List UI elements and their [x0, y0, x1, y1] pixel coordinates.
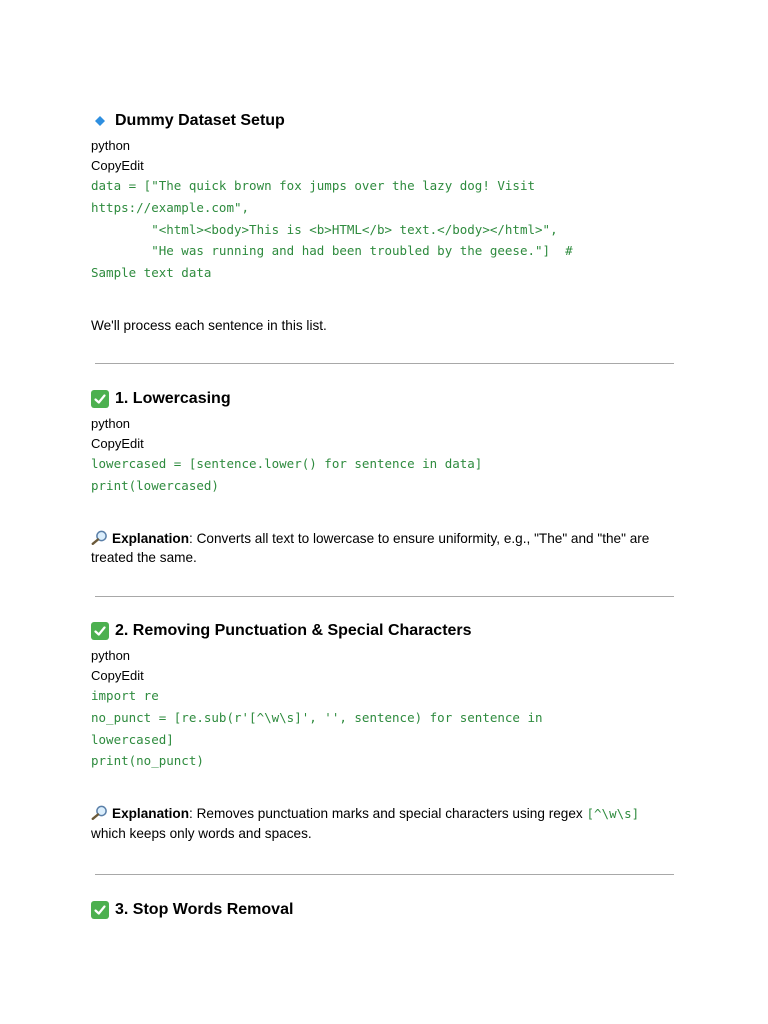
section-lowercasing — [91, 388, 677, 568]
code-line: print(no_punct) — [91, 753, 204, 769]
inline-code: [^\w\s] — [586, 806, 640, 822]
section-heading — [91, 388, 677, 410]
section-heading-text: 3. Stop Words Removal — [115, 901, 294, 918]
code-language-label: python — [91, 416, 131, 431]
section-divider — [95, 874, 674, 875]
section-heading — [91, 110, 677, 132]
copy-edit-button[interactable]: CopyEdit — [91, 667, 144, 683]
code-line: data = ["The quick brown fox jumps over the lazy dog! Visit — [91, 178, 536, 193]
diamond-icon — [91, 112, 109, 130]
section-heading — [91, 620, 677, 642]
code-language-label: python — [91, 648, 131, 663]
explanation-text: which keeps only words and spaces. — [91, 825, 312, 841]
code-line: import re — [91, 688, 159, 703]
explanation-paragraph — [91, 529, 677, 568]
note-paragraph: We'll process each sentence in this list. — [91, 317, 327, 333]
section-divider — [95, 596, 674, 597]
check-icon — [91, 390, 109, 408]
code-line: no_punct = [re.sub(r'[^\w\s]', '', sentence) for sentence in — [91, 709, 543, 725]
section-stop-words — [91, 899, 677, 921]
copy-edit-button[interactable]: CopyEdit — [91, 157, 144, 173]
code-block — [91, 175, 677, 284]
explanation-label: Explanation — [112, 530, 190, 546]
explanation-paragraph — [91, 804, 677, 843]
check-icon — [91, 901, 109, 919]
section-heading-text: Dummy Dataset Setup — [115, 112, 285, 129]
code-block — [91, 685, 677, 772]
code-line: Sample text data — [91, 265, 212, 281]
explanation-text: : Removes punctuation marks and special characters using regex — [189, 806, 587, 822]
code-line: print(lowercased) — [91, 477, 219, 493]
code-line: "<html><body>This is <b>HTML</b> text.</body></html>", — [91, 221, 558, 237]
section-removing-punctuation — [91, 620, 677, 843]
magnifier-icon — [91, 530, 108, 545]
explanation-label: Explanation — [112, 806, 190, 822]
section-divider — [95, 363, 674, 364]
section-dummy-dataset — [91, 110, 677, 335]
section-heading-text: 2. Removing Punctuation & Special Characters — [115, 622, 472, 639]
magnifier-icon — [91, 805, 108, 820]
copy-edit-button[interactable]: CopyEdit — [91, 435, 144, 451]
section-heading-text: 1. Lowercasing — [115, 390, 231, 407]
code-line: https://example.com", — [91, 199, 250, 215]
explanation-text: : Converts all text to lowercase to ensure uniformity, e.g., "The" and "the" are treated the same. — [91, 530, 650, 566]
code-line: "He was running and had been troubled by the geese."] # — [91, 243, 573, 259]
code-language-label: python — [91, 138, 131, 153]
section-heading — [91, 899, 677, 921]
code-line: lowercased = [sentence.lower() for sentence in data] — [91, 456, 483, 471]
check-icon — [91, 622, 109, 640]
code-block — [91, 453, 677, 497]
code-line: lowercased] — [91, 731, 174, 747]
